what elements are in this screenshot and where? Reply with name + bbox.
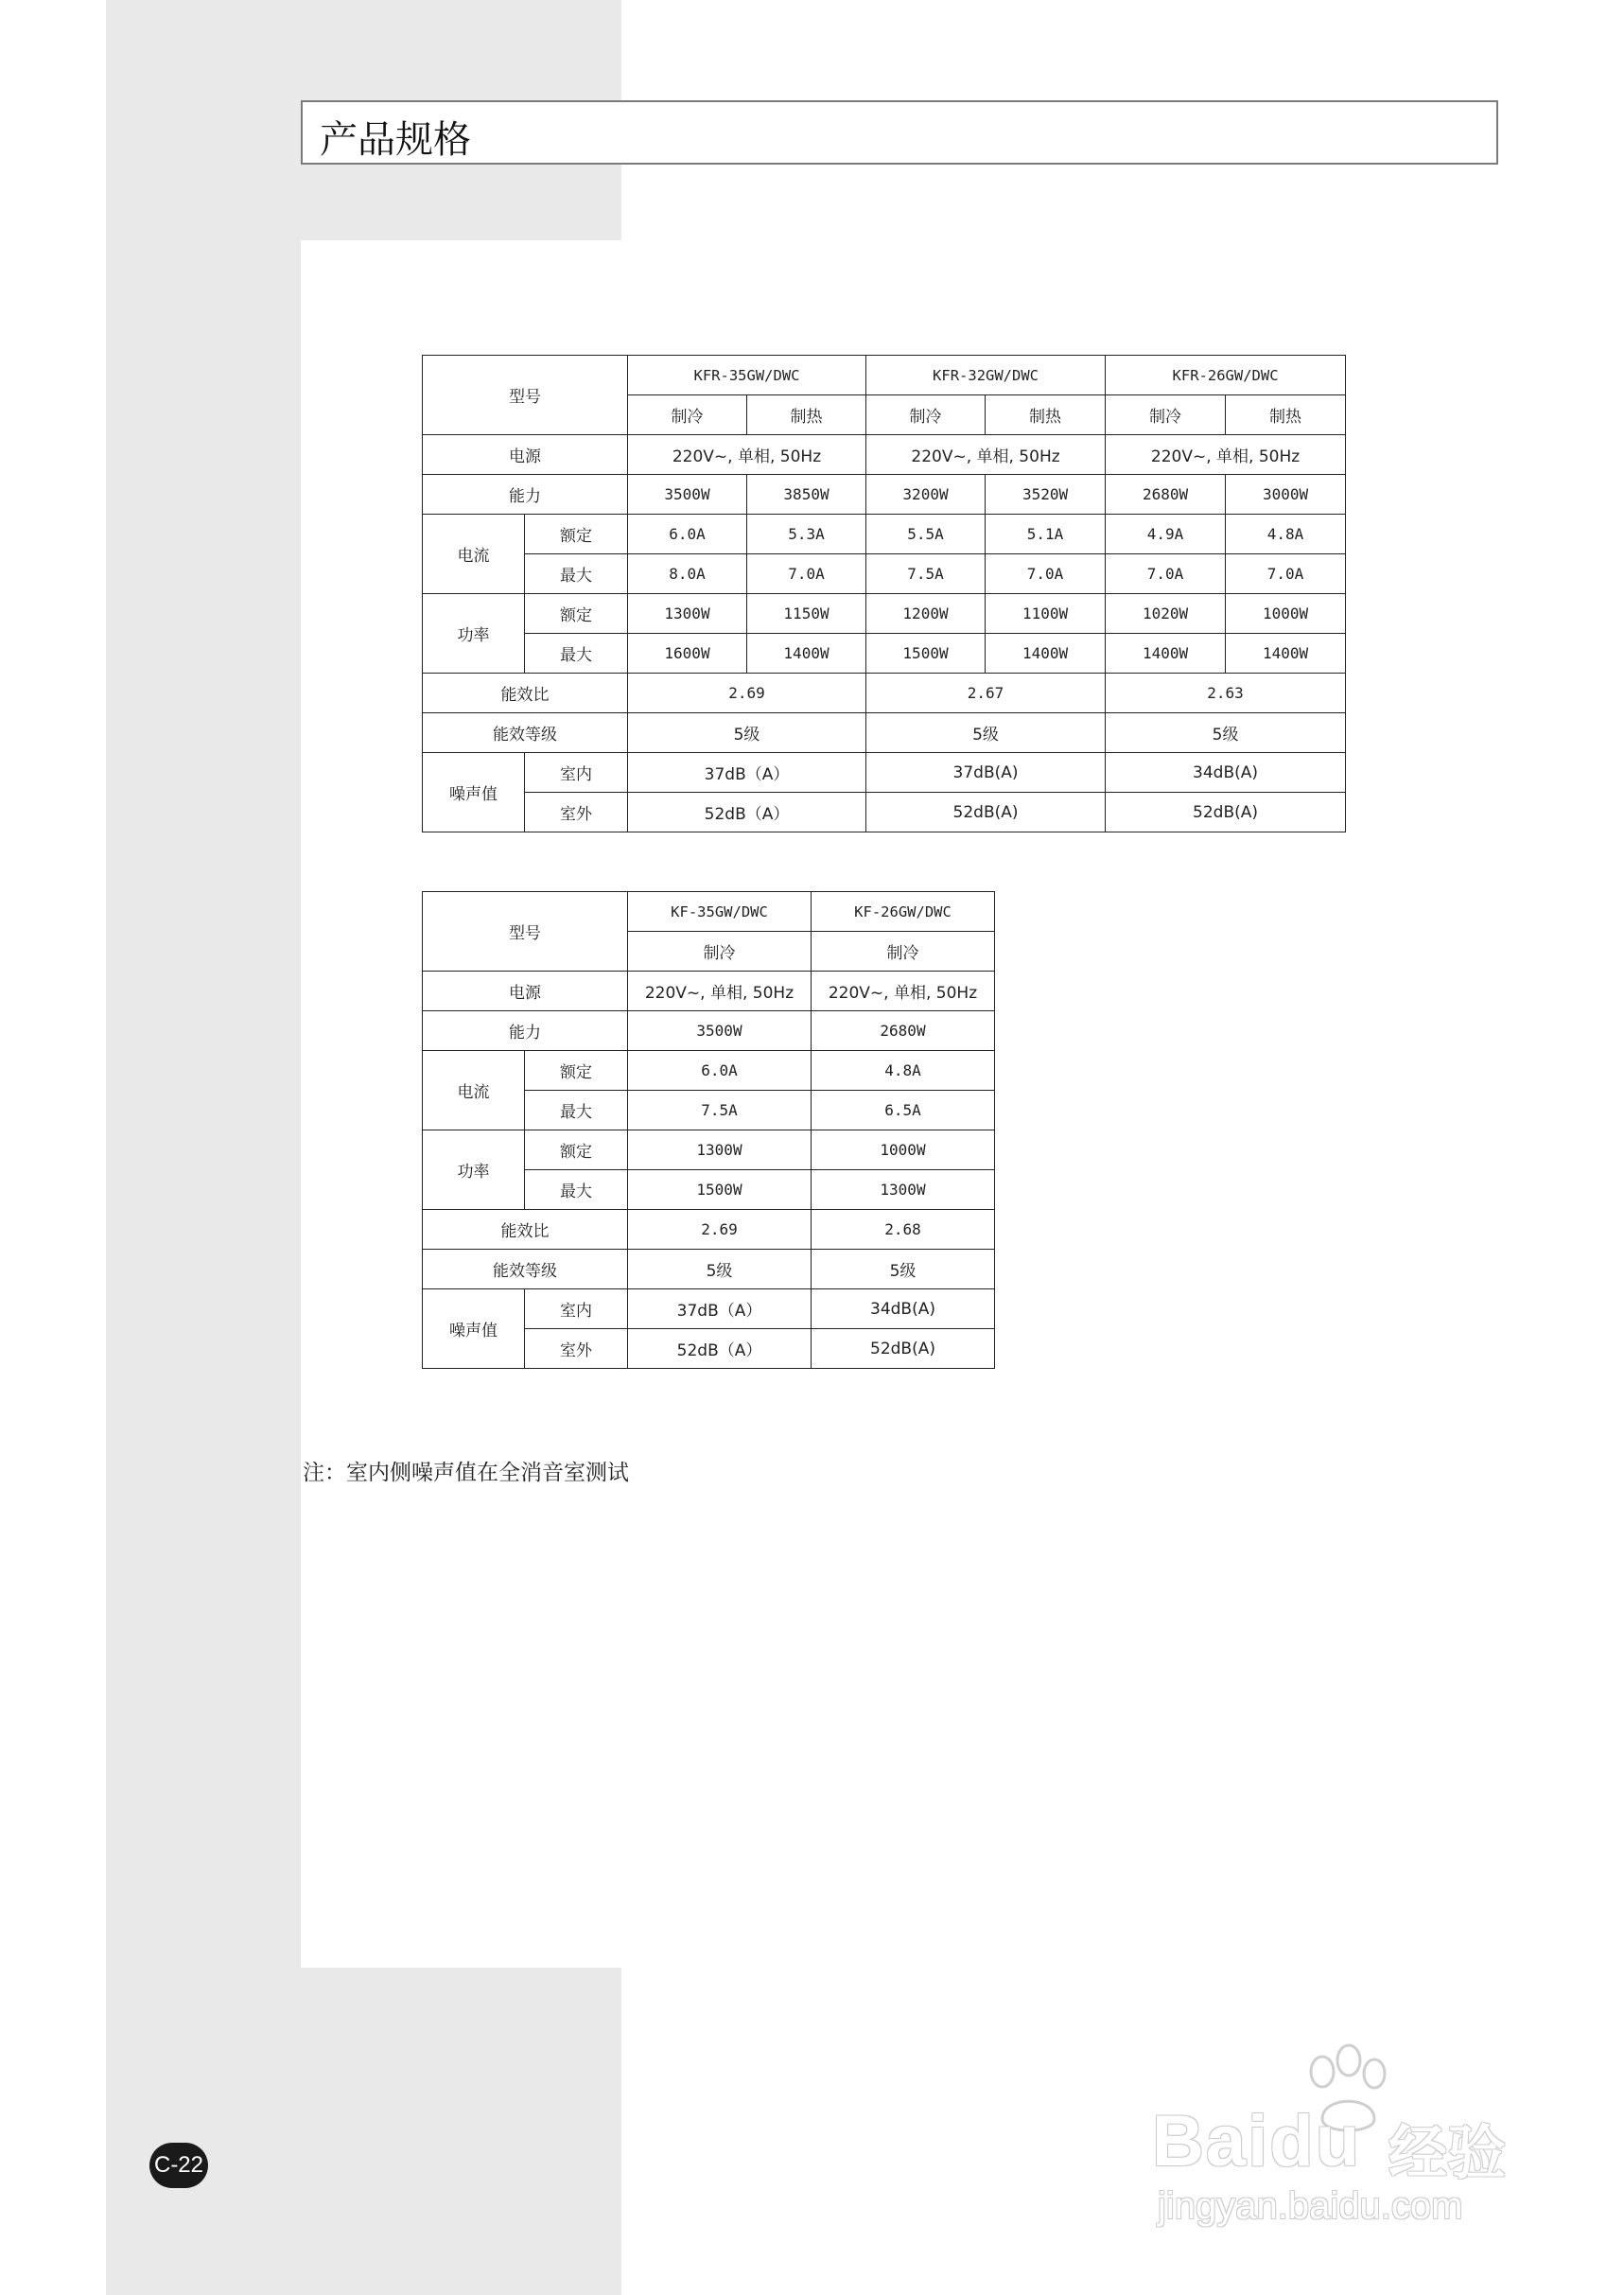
value-cell: 7.0A xyxy=(747,554,866,594)
value-cell: 3850W xyxy=(747,475,866,515)
value-cell: 2680W xyxy=(1106,475,1226,515)
row-label-power: 功率 xyxy=(423,1130,525,1210)
value-cell: 7.0A xyxy=(986,554,1106,594)
value-cell: 52dB（A） xyxy=(628,793,866,832)
value-cell: 2680W xyxy=(812,1011,995,1051)
value-cell: 5.5A xyxy=(866,515,986,554)
sub-label-max: 最大 xyxy=(525,1170,628,1210)
value-cell: 3520W xyxy=(986,475,1106,515)
table-row xyxy=(423,1011,995,1051)
value-cell: 5.1A xyxy=(986,515,1106,554)
table-row xyxy=(423,1210,995,1250)
table-row xyxy=(423,634,1346,674)
value-cell: 7.5A xyxy=(866,554,986,594)
sub-label-max: 最大 xyxy=(525,634,628,674)
value-cell: 2.69 xyxy=(628,1210,812,1250)
value-cell: 220V~, 单相, 50Hz xyxy=(628,435,866,475)
table-row xyxy=(423,1051,995,1091)
sub-label-indoor: 室内 xyxy=(525,753,628,793)
table-row xyxy=(423,475,1346,515)
row-label-noise: 噪声值 xyxy=(423,1289,525,1369)
mode-cell: 制冷 xyxy=(628,395,747,435)
value-cell: 3200W xyxy=(866,475,986,515)
value-cell: 1000W xyxy=(1226,594,1346,634)
row-label-power-supply: 电源 xyxy=(423,435,628,475)
value-cell: 4.9A xyxy=(1106,515,1226,554)
value-cell: 52dB（A） xyxy=(628,1329,812,1369)
watermark-label: 经验 xyxy=(1388,2118,1507,2187)
mode-cell: 制热 xyxy=(747,395,866,435)
row-label-eer: 能效比 xyxy=(423,1210,628,1250)
row-label-eer: 能效比 xyxy=(423,674,628,713)
table-row xyxy=(423,972,995,1011)
value-cell: 1400W xyxy=(1226,634,1346,674)
row-label-current: 电流 xyxy=(423,515,525,594)
row-label-current: 电流 xyxy=(423,1051,525,1130)
table-row xyxy=(423,793,1346,832)
model-name: KF-35GW/DWC xyxy=(628,892,812,932)
value-cell: 1020W xyxy=(1106,594,1226,634)
table-row xyxy=(423,1130,995,1170)
value-cell: 4.8A xyxy=(812,1051,995,1091)
sub-label-rated: 额定 xyxy=(525,515,628,554)
table-row xyxy=(423,674,1346,713)
value-cell: 1150W xyxy=(747,594,866,634)
value-cell: 5.3A xyxy=(747,515,866,554)
table-row xyxy=(423,753,1346,793)
value-cell: 1300W xyxy=(628,594,747,634)
value-cell: 1400W xyxy=(747,634,866,674)
value-cell: 37dB（A） xyxy=(628,753,866,793)
value-cell: 1300W xyxy=(812,1170,995,1210)
value-cell: 220V~, 单相, 50Hz xyxy=(628,972,812,1011)
watermark-url: jingyan.baidu.com xyxy=(1158,2185,1463,2227)
value-cell: 6.5A xyxy=(812,1091,995,1130)
value-cell: 5级 xyxy=(812,1250,995,1289)
value-cell: 1500W xyxy=(628,1170,812,1210)
value-cell: 1300W xyxy=(628,1130,812,1170)
value-cell: 1100W xyxy=(986,594,1106,634)
table-row xyxy=(423,554,1346,594)
value-cell: 4.8A xyxy=(1226,515,1346,554)
value-cell: 3000W xyxy=(1226,475,1346,515)
row-label-model: 型号 xyxy=(423,892,628,972)
sub-label-max: 最大 xyxy=(525,554,628,594)
page-title: 产品规格 xyxy=(320,118,471,162)
model-name: KFR-32GW/DWC xyxy=(866,356,1106,395)
value-cell: 3500W xyxy=(628,475,747,515)
value-cell: 52dB(A) xyxy=(812,1329,995,1369)
row-label-grade: 能效等级 xyxy=(423,1250,628,1289)
mode-cell: 制热 xyxy=(986,395,1106,435)
table-row xyxy=(423,594,1346,634)
value-cell: 5级 xyxy=(1106,713,1346,753)
mode-cell: 制冷 xyxy=(628,932,812,972)
sub-label-outdoor: 室外 xyxy=(525,1329,628,1369)
value-cell: 2.68 xyxy=(812,1210,995,1250)
model-name: KF-26GW/DWC xyxy=(812,892,995,932)
row-label-model: 型号 xyxy=(423,356,628,435)
table-row xyxy=(423,892,995,932)
value-cell: 52dB(A) xyxy=(866,793,1106,832)
value-cell: 3500W xyxy=(628,1011,812,1051)
row-label-power: 功率 xyxy=(423,594,525,674)
baidu-jingyan-watermark xyxy=(1152,2043,1530,2233)
mode-cell: 制冷 xyxy=(866,395,986,435)
table-row xyxy=(423,1289,995,1329)
mode-cell: 制热 xyxy=(1226,395,1346,435)
model-name: KFR-35GW/DWC xyxy=(628,356,866,395)
value-cell: 1500W xyxy=(866,634,986,674)
title-box xyxy=(301,100,1498,165)
sub-label-rated: 额定 xyxy=(525,1051,628,1091)
value-cell: 5级 xyxy=(866,713,1106,753)
value-cell: 37dB（A） xyxy=(628,1289,812,1329)
table-row xyxy=(423,1250,995,1289)
table-row xyxy=(423,435,1346,475)
spec-table-kf xyxy=(422,891,995,1369)
value-cell: 37dB(A) xyxy=(866,753,1106,793)
value-cell: 8.0A xyxy=(628,554,747,594)
value-cell: 7.0A xyxy=(1106,554,1226,594)
footnote: 注：室内侧噪声值在全消音室测试 xyxy=(303,1461,629,1485)
sub-label-outdoor: 室外 xyxy=(525,793,628,832)
row-label-noise: 噪声值 xyxy=(423,753,525,832)
value-cell: 34dB(A) xyxy=(1106,753,1346,793)
value-cell: 1000W xyxy=(812,1130,995,1170)
row-label-capacity: 能力 xyxy=(423,475,628,515)
value-cell: 2.63 xyxy=(1106,674,1346,713)
table-row xyxy=(423,713,1346,753)
mode-cell: 制冷 xyxy=(1106,395,1226,435)
value-cell: 1400W xyxy=(986,634,1106,674)
sub-label-max: 最大 xyxy=(525,1091,628,1130)
value-cell: 1200W xyxy=(866,594,986,634)
value-cell: 220V~, 单相, 50Hz xyxy=(812,972,995,1011)
mode-cell: 制冷 xyxy=(812,932,995,972)
value-cell: 5级 xyxy=(628,713,866,753)
value-cell: 1600W xyxy=(628,634,747,674)
value-cell: 7.5A xyxy=(628,1091,812,1130)
value-cell: 6.0A xyxy=(628,1051,812,1091)
value-cell: 1400W xyxy=(1106,634,1226,674)
sub-label-indoor: 室内 xyxy=(525,1289,628,1329)
row-label-power-supply: 电源 xyxy=(423,972,628,1011)
table-row xyxy=(423,515,1346,554)
watermark-brand: Baidu xyxy=(1152,2101,1362,2181)
value-cell: 2.67 xyxy=(866,674,1106,713)
page-number-badge: C-22 xyxy=(149,2143,208,2188)
sub-label-rated: 额定 xyxy=(525,594,628,634)
value-cell: 5级 xyxy=(628,1250,812,1289)
row-label-capacity: 能力 xyxy=(423,1011,628,1051)
model-name: KFR-26GW/DWC xyxy=(1106,356,1346,395)
value-cell: 6.0A xyxy=(628,515,747,554)
value-cell: 220V~, 单相, 50Hz xyxy=(866,435,1106,475)
sub-label-rated: 额定 xyxy=(525,1130,628,1170)
value-cell: 34dB(A) xyxy=(812,1289,995,1329)
value-cell: 52dB(A) xyxy=(1106,793,1346,832)
table-row xyxy=(423,356,1346,395)
row-label-grade: 能效等级 xyxy=(423,713,628,753)
value-cell: 7.0A xyxy=(1226,554,1346,594)
value-cell: 220V~, 单相, 50Hz xyxy=(1106,435,1346,475)
spec-table-kfr xyxy=(422,355,1346,832)
value-cell: 2.69 xyxy=(628,674,866,713)
